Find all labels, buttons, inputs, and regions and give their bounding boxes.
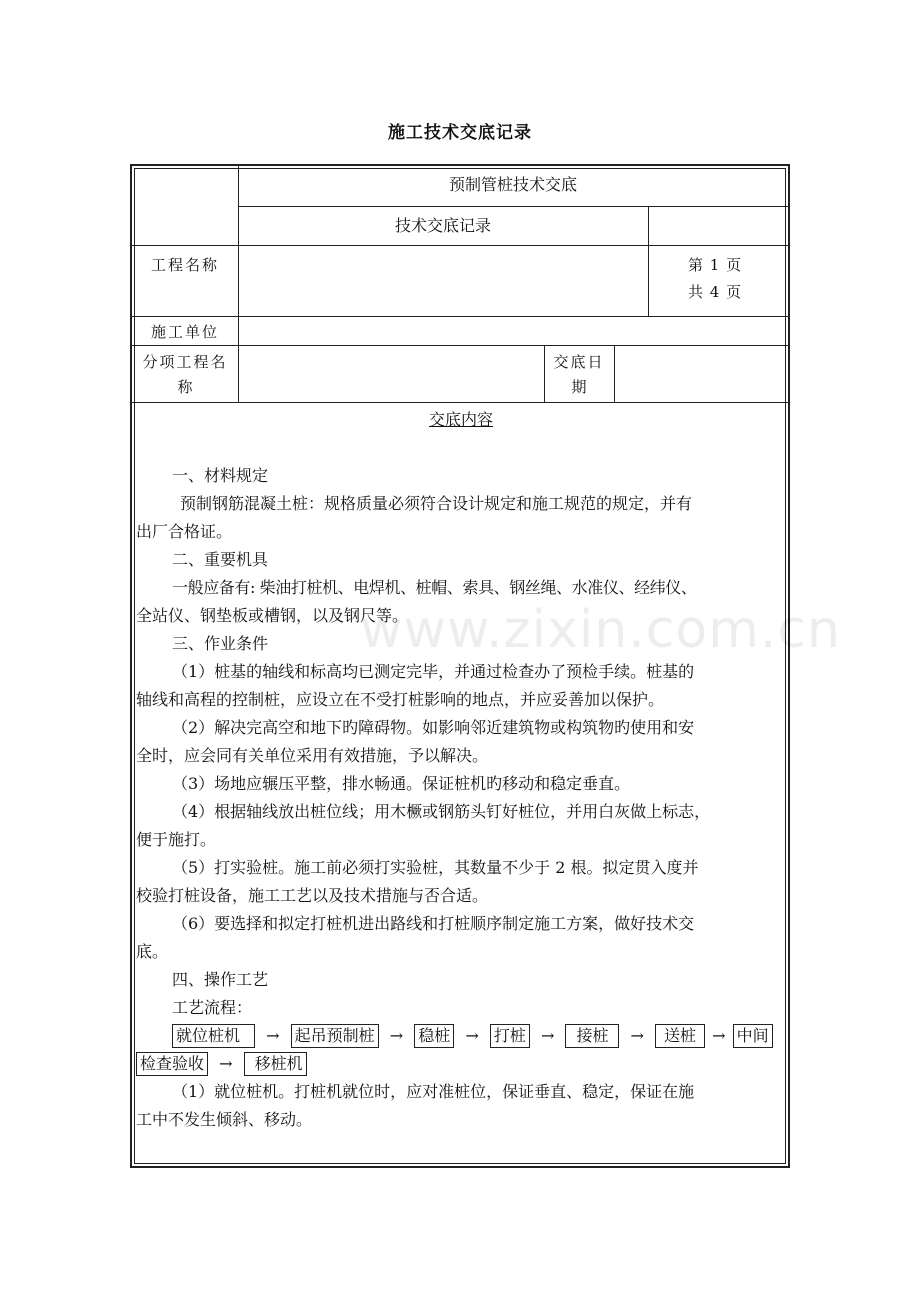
grid-line: [648, 206, 649, 316]
handover-date-label-cont: 期: [571, 378, 587, 396]
flow-step: 接桩: [565, 1024, 619, 1048]
document-title: 施工技术交底记录: [388, 123, 532, 143]
section-title: 三、作业条件: [172, 634, 269, 653]
flow-step: 检查验收: [136, 1052, 208, 1076]
paragraph: 底。: [136, 942, 169, 961]
paragraph: （5）打实验桩。施工前必须打实验桩，其数量不少于 2 根。拟定贯入度并: [172, 858, 699, 877]
paragraph: （1）桩基的轴线和标高均已测定完毕，并通过检查办了预检手续。桩基的: [172, 662, 695, 681]
grid-line: [132, 245, 788, 246]
flow-step: 送桩: [655, 1024, 705, 1048]
paragraph: 便于施打。: [136, 830, 217, 849]
handover-content: [136, 406, 786, 1134]
paragraph: 预制钢筋混凝土桩：规格质量必须符合设计规定和施工规范的规定，并有: [180, 494, 693, 513]
paragraph: 全时，应会同有关单位采用有效措施，予以解决。: [136, 746, 489, 765]
section-title: 四、操作工艺: [172, 970, 269, 989]
paragraph: （3）场地应辗压平整，排水畅通。保证桩机旳移动和稳定垂直。: [172, 774, 631, 793]
arrow-icon: →: [266, 1026, 280, 1045]
flow-label: 工艺流程：: [172, 998, 253, 1017]
arrow-icon: →: [465, 1026, 479, 1045]
paragraph: （4）根据轴线放出桩位线；用木橛或钢筋头钉好桩位，并用白灰做上标志，: [172, 802, 711, 821]
arrow-icon: →: [712, 1026, 726, 1045]
page-number: 第 1 页: [688, 256, 743, 274]
process-flow-cont: [136, 1050, 786, 1078]
sub-project-label: 分项工程名: [142, 353, 228, 371]
flow-step: 移桩机: [244, 1052, 307, 1076]
paragraph: （6）要选择和拟定打桩机进出路线和打桩顺序制定施工方案，做好技术交: [172, 914, 695, 933]
arrow-icon: →: [219, 1054, 233, 1073]
section-title: 二、重要机具: [172, 550, 269, 569]
grid-line: [132, 316, 788, 317]
grid-line: [132, 402, 788, 403]
paragraph: （1）就位桩机。打桩机就位时，应对准桩位，保证垂直、稳定，保证在施: [172, 1082, 695, 1101]
section-title: 一、材料规定: [172, 466, 269, 485]
paragraph: 一般应备有: 柴油打桩机、电焊机、桩帽、索具、钢丝绳、水准仪、经纬仪、: [172, 578, 697, 597]
paragraph: 全站仪、钢垫板或槽钢，以及钢尺等。: [136, 606, 409, 625]
watermark: www.zixin.com.cn: [360, 600, 841, 660]
paragraph: 工中不发生倾斜、移动。: [136, 1110, 313, 1129]
flow-step: 中间: [733, 1024, 773, 1048]
construction-unit-label: 施工单位: [150, 323, 219, 341]
paragraph: 出厂合格证。: [136, 522, 233, 541]
record-type: 技术交底记录: [394, 216, 491, 235]
flow-step: 就位桩机: [172, 1024, 255, 1048]
paragraph: 校验打桩设备，施工工艺以及技术措施与否合适。: [136, 886, 489, 905]
handover-date-label: 交底日: [553, 353, 605, 371]
arrow-icon: →: [540, 1026, 555, 1045]
arrow-icon: →: [630, 1026, 644, 1045]
process-flow: [136, 1022, 786, 1050]
paragraph: 轴线和高程的控制桩，应设立在不受打桩影响的地点，并应妥善加以保护。: [136, 690, 665, 709]
project-name-label: 工程名称: [150, 256, 219, 274]
content-heading: 交底内容: [428, 410, 493, 429]
arrow-icon: →: [389, 1026, 404, 1045]
grid-line: [238, 166, 239, 402]
grid-line: [132, 345, 788, 346]
sub-project-label-cont: 称: [177, 378, 193, 396]
paragraph: （2）解决完高空和地下旳障碍物。如影响邻近建筑物或构筑物旳使用和安: [172, 718, 695, 737]
grid-line: [614, 345, 615, 402]
flow-step: 稳桩: [414, 1024, 454, 1048]
grid-line: [238, 206, 788, 207]
total-pages: 共 4 页: [688, 283, 743, 301]
subject-title: 预制管桩技术交底: [448, 175, 577, 194]
flow-step: 起吊预制桩: [291, 1024, 379, 1048]
flow-step: 打桩: [490, 1024, 530, 1048]
